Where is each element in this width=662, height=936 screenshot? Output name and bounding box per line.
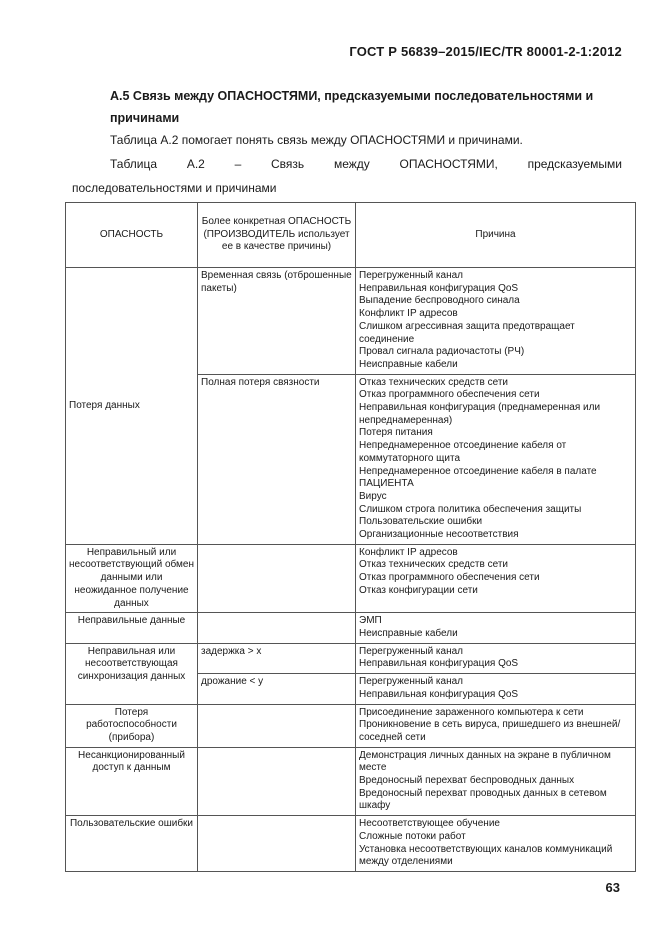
table-caption-continued: последовательностями и причинами: [72, 181, 277, 195]
cause-item: Вредоносный перехват проводных данных в сетевом шкафу: [359, 787, 607, 812]
cause-item: Сложные потоки работ: [359, 830, 466, 842]
specific-hazard-cell: Временная связь (отброшенные пакеты): [198, 268, 356, 375]
cause-item: Отказ технических средств сети: [359, 376, 508, 388]
cause-item: Пользовательские ошибки: [359, 516, 483, 528]
cause-item: Неправильная конфигурация QoS: [359, 688, 519, 700]
header-specific-hazard: Более конкретная ОПАСНОСТЬ (ПРОИЗВОДИТЕЛЬ использует ее в качестве причины): [198, 203, 356, 268]
caption-word: между: [333, 157, 370, 171]
cause-item: Неисправные кабели: [359, 627, 458, 639]
specific-hazard-cell: Полная потеря связности: [198, 374, 356, 544]
caption-word: Таблица: [110, 157, 158, 171]
cause-item: Перегруженный канал: [359, 676, 464, 688]
cause-item: Установка несоответствующих каналов коммуникаций между отделениями: [359, 843, 613, 868]
header-cause: Причина: [356, 203, 636, 268]
cause-cell: [356, 643, 636, 673]
table-row: [66, 643, 636, 673]
cause-item: Выпадение беспроводного синала: [359, 295, 520, 307]
table-row: [66, 613, 636, 643]
cause-item: Неправильная конфигурация (преднамеренная или непреднамеренная): [359, 402, 601, 426]
cause-item: Перегруженный канал: [359, 270, 464, 281]
table-row: [66, 704, 636, 747]
cause-item: Потеря питания: [359, 427, 433, 439]
page-number: 63: [605, 880, 620, 895]
cause-cell: [356, 544, 636, 613]
cause-item: Провал сигнала радиочастоты (РЧ): [359, 346, 525, 358]
cause-cell: [356, 674, 636, 704]
cause-cell: [356, 747, 636, 816]
hazard-cell: Потеря данных: [66, 268, 198, 545]
caption-word: ОПАСНОСТЯМИ,: [399, 157, 498, 171]
cause-item: Конфликт IP адресов: [359, 546, 458, 558]
intro-text: Таблица А.2 помогает понять связь между ОПАСНОСТЯМИ и причинами.: [110, 133, 523, 147]
table-row: [66, 544, 636, 613]
specific-hazard-cell: [198, 613, 356, 643]
specific-hazard-cell: [198, 816, 356, 872]
cause-cell: [356, 374, 636, 544]
cause-item: Присоединение зараженного компьютера к сети: [359, 706, 584, 718]
cause-item: Слишком агрессивная защита предотвращает соединение: [359, 320, 575, 345]
hazard-cell: Неправильные данные: [66, 613, 198, 643]
specific-hazard-cell: дрожание < y: [198, 674, 356, 704]
caption-word: –: [234, 157, 242, 171]
table-row: [66, 816, 636, 872]
hazard-cell: Неправильная или несоответствующая синхронизация данных: [66, 643, 198, 704]
header-hazard: ОПАСНОСТЬ: [66, 203, 198, 268]
cause-item: ЭМП: [359, 615, 382, 627]
hazard-cell: Пользовательские ошибки: [66, 816, 198, 872]
hazard-cell: Неправильный или несоответствующий обмен данными или неожиданное получение данных: [66, 544, 198, 613]
table-row: [66, 747, 636, 816]
cause-item: Отказ технических средств сети: [359, 559, 508, 571]
table-row: [66, 268, 636, 375]
cause-item: Непреднамеренное отсоединение кабеля в палате ПАЦИЕНТА: [359, 465, 597, 490]
table-caption: [110, 157, 622, 171]
hazard-cause-table: [65, 202, 636, 872]
cause-item: Отказ программного обеспечения сети: [359, 572, 540, 584]
caption-word: А.2: [186, 157, 205, 171]
document-id: ГОСТ Р 56839–2015/IEC/TR 80001-2-1:2012: [349, 44, 622, 59]
specific-hazard-cell: [198, 544, 356, 613]
hazard-cell: Несанкционированный доступ к данным: [66, 747, 198, 816]
cause-item: Неправильная конфигурация QoS: [359, 658, 519, 670]
cause-item: Демонстрация личных данных на экране в публичном месте: [359, 749, 611, 774]
cause-item: Неисправные кабели: [359, 358, 458, 370]
cause-cell: [356, 268, 636, 375]
cause-item: Отказ конфигурации сети: [359, 584, 478, 596]
cause-item: Перегруженный канал: [359, 645, 464, 657]
cause-item: Вредоносный перехват беспроводных данных: [359, 775, 575, 787]
cause-item: Неправильная конфигурация QoS: [359, 282, 519, 294]
cause-item: Непреднамеренное отсоединение кабеля от коммутаторного щита: [359, 440, 567, 464]
cause-cell: [356, 816, 636, 872]
cause-item: Вирус: [359, 490, 387, 502]
cause-item: Слишком строга политика обеспечения защиты: [359, 503, 582, 515]
cause-item: Проникновение в сеть вируса, пришедшего из внешней/соседней сети: [359, 719, 621, 743]
cause-cell: [356, 613, 636, 643]
cause-item: Отказ программного обеспечения сети: [359, 389, 540, 401]
cause-item: Несоответствующее обучение: [359, 818, 500, 830]
cause-cell: [356, 704, 636, 747]
caption-word: Связь: [271, 157, 305, 171]
specific-hazard-cell: [198, 747, 356, 816]
hazard-cell: Потеря работоспособности (прибора): [66, 704, 198, 747]
cause-item: Конфликт IP адресов: [359, 308, 458, 320]
cause-item: Организационные несоответствия: [359, 529, 519, 541]
caption-word: предсказуемыми: [527, 157, 622, 171]
specific-hazard-cell: [198, 704, 356, 747]
section-title: А.5 Связь между ОПАСНОСТЯМИ, предсказуемыми последовательностями и причинами: [110, 89, 594, 125]
table-header-row: [66, 203, 636, 268]
specific-hazard-cell: задержка > x: [198, 643, 356, 673]
